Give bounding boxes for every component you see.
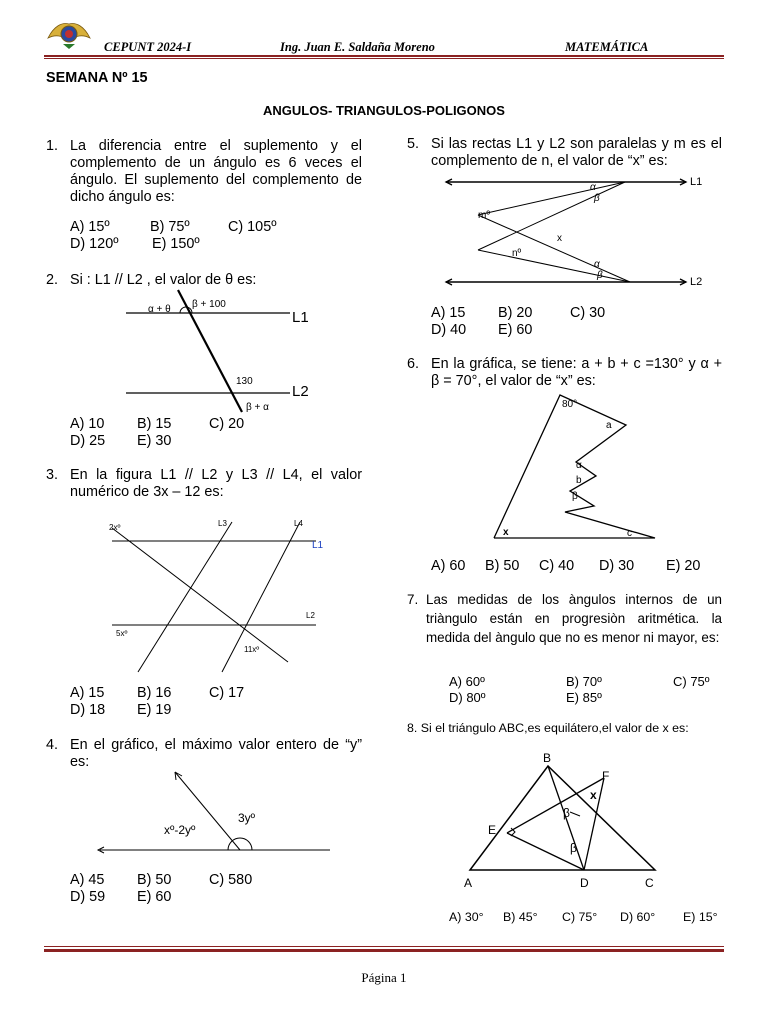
angle-label: x xyxy=(590,788,597,802)
option-e: E) 19 xyxy=(137,702,172,718)
option-b: B) 16 xyxy=(137,685,172,701)
option-b: B) 45° xyxy=(503,910,538,924)
angle-label: β xyxy=(572,491,578,502)
angle-label: 130 xyxy=(236,376,253,387)
question-text: En el gráfico, el máximo valor entero de “y” es: xyxy=(70,737,362,770)
angle-label: α xyxy=(590,182,596,193)
question-text: Si : L1 // L2 , el valor de θ es: xyxy=(70,272,257,288)
option-b: B) 75º xyxy=(150,219,190,235)
option-b: B) 20 xyxy=(498,305,533,321)
option-e: E) 60 xyxy=(498,322,533,338)
option-c: C) 17 xyxy=(209,685,245,701)
line-label: L2 xyxy=(292,383,309,400)
option-e: E) 60 xyxy=(137,889,172,905)
question-number: 3. xyxy=(46,467,59,483)
option-a: A) 45 xyxy=(70,872,105,888)
question-number: 2. xyxy=(46,272,59,288)
option-d: D) 80º xyxy=(449,690,486,705)
line-label: L1 xyxy=(690,176,703,188)
question-number: 4. xyxy=(46,737,59,753)
option-d: D) 120º xyxy=(70,236,119,252)
question-text: Si las rectas L1 y L2 son paralelas y m es el complemento de n, el valor de “x” es: xyxy=(431,136,722,169)
header-subject: MATEMÁTICA xyxy=(565,40,649,54)
option-d: D) 30 xyxy=(599,558,635,574)
header-teacher: Ing. Juan E. Saldaña Moreno xyxy=(280,40,435,54)
angle-label: β + α xyxy=(246,402,269,413)
option-c: C) 75° xyxy=(562,910,598,924)
page-title: ANGULOS- TRIANGULOS-POLIGONOS xyxy=(263,103,505,118)
option-e: E) 150º xyxy=(152,236,200,252)
line-label: L2 xyxy=(306,611,315,620)
option-c: C) 105º xyxy=(228,219,277,235)
angle-label: 80° xyxy=(562,399,578,410)
angle-label: α + θ xyxy=(148,304,171,315)
footer-rule xyxy=(44,949,724,952)
angle-label: α xyxy=(594,259,600,270)
angle-label: β + 100 xyxy=(192,299,226,310)
option-b: B) 50 xyxy=(137,872,172,888)
question-text: La diferencia entre el suplemento y el complemento de un ángulo es 6 veces el ángulo. El suplemento del complemento de dicho ángulo es: xyxy=(70,138,362,205)
question-number: 5. xyxy=(407,136,420,152)
angle-label: α xyxy=(576,460,582,471)
angle-label: 11xº xyxy=(244,645,260,654)
vertex-label: D xyxy=(580,876,589,890)
angle-label: 5xº xyxy=(116,629,128,638)
question-number: 7. xyxy=(407,592,419,607)
option-d: D) 59 xyxy=(70,889,106,905)
vertex-label: B xyxy=(543,751,552,765)
angle-label: 3yº xyxy=(238,811,256,825)
option-a: A) 60º xyxy=(449,674,485,689)
angle-label: x xyxy=(557,233,562,244)
option-b: B) 70º xyxy=(566,674,602,689)
header-course: CEPUNT 2024-I xyxy=(104,40,192,54)
option-a: A) 15 xyxy=(70,685,105,701)
option-a: A) 10 xyxy=(70,416,105,432)
angle-label: β xyxy=(597,270,603,281)
option-b: B) 50 xyxy=(485,558,520,574)
option-b: B) 15 xyxy=(137,416,172,432)
option-d: D) 60° xyxy=(620,910,656,924)
footer-rule-thin xyxy=(44,946,724,947)
question-number: 1. xyxy=(46,138,59,154)
angle-label: mº xyxy=(478,210,490,221)
line-label: L3 xyxy=(218,519,227,528)
angle-label: β xyxy=(563,806,570,820)
vertex-label: E xyxy=(488,823,497,837)
angle-label: β xyxy=(570,841,577,855)
option-c: C) 20 xyxy=(209,416,245,432)
angle-label: β xyxy=(594,193,600,204)
angle-label: nº xyxy=(512,248,522,259)
option-c: C) 75º xyxy=(673,674,710,689)
question-text: En la figura L1 // L2 y L3 // L4, el valor numérico de 3x – 12 es: xyxy=(70,467,362,500)
vertex-label: C xyxy=(645,876,654,890)
angle-label: xº-2yº xyxy=(164,823,196,837)
angle-label: 2xº xyxy=(109,523,121,532)
option-d: D) 40 xyxy=(431,322,467,338)
question-8-text: 8. Si el triángulo ABC,es equilátero,el valor de x es: xyxy=(407,721,689,735)
angle-label: c xyxy=(627,528,632,539)
angle-label: a xyxy=(606,420,612,431)
angle-label: x xyxy=(503,527,509,538)
option-c: C) 30 xyxy=(570,305,606,321)
week-label: SEMANA Nº 15 xyxy=(46,70,148,86)
option-e: E) 15° xyxy=(683,910,718,924)
option-c: C) 40 xyxy=(539,558,575,574)
question-text: En la gráfica, se tiene: a + b + c =130° y α + β = 70°, el valor de “x” es: xyxy=(431,356,722,389)
question-number: 6. xyxy=(407,356,420,372)
line-label: L2 xyxy=(690,276,703,288)
option-a: A) 15º xyxy=(70,219,110,235)
line-label: L4 xyxy=(294,519,303,528)
option-d: D) 25 xyxy=(70,433,106,449)
line-label: L1 xyxy=(312,540,324,551)
option-a: A) 60 xyxy=(431,558,466,574)
option-e: E) 30 xyxy=(137,433,172,449)
angle-label: b xyxy=(576,475,582,486)
vertex-label: F xyxy=(602,769,610,783)
page-number: Página 1 xyxy=(361,970,407,985)
option-a: A) 15 xyxy=(431,305,466,321)
option-d: D) 18 xyxy=(70,702,106,718)
option-e: E) 20 xyxy=(666,558,701,574)
vertex-label: A xyxy=(464,876,473,890)
option-a: A) 30° xyxy=(449,910,484,924)
question-text: Las medidas de los àngulos internos de un triàngulo están en progresiòn aritmética. la medida del àngulo que no es menor ni mayor, es: xyxy=(426,592,722,645)
option-c: C) 580 xyxy=(209,872,253,888)
line-label: L1 xyxy=(292,309,309,326)
option-e: E) 85º xyxy=(566,690,602,705)
